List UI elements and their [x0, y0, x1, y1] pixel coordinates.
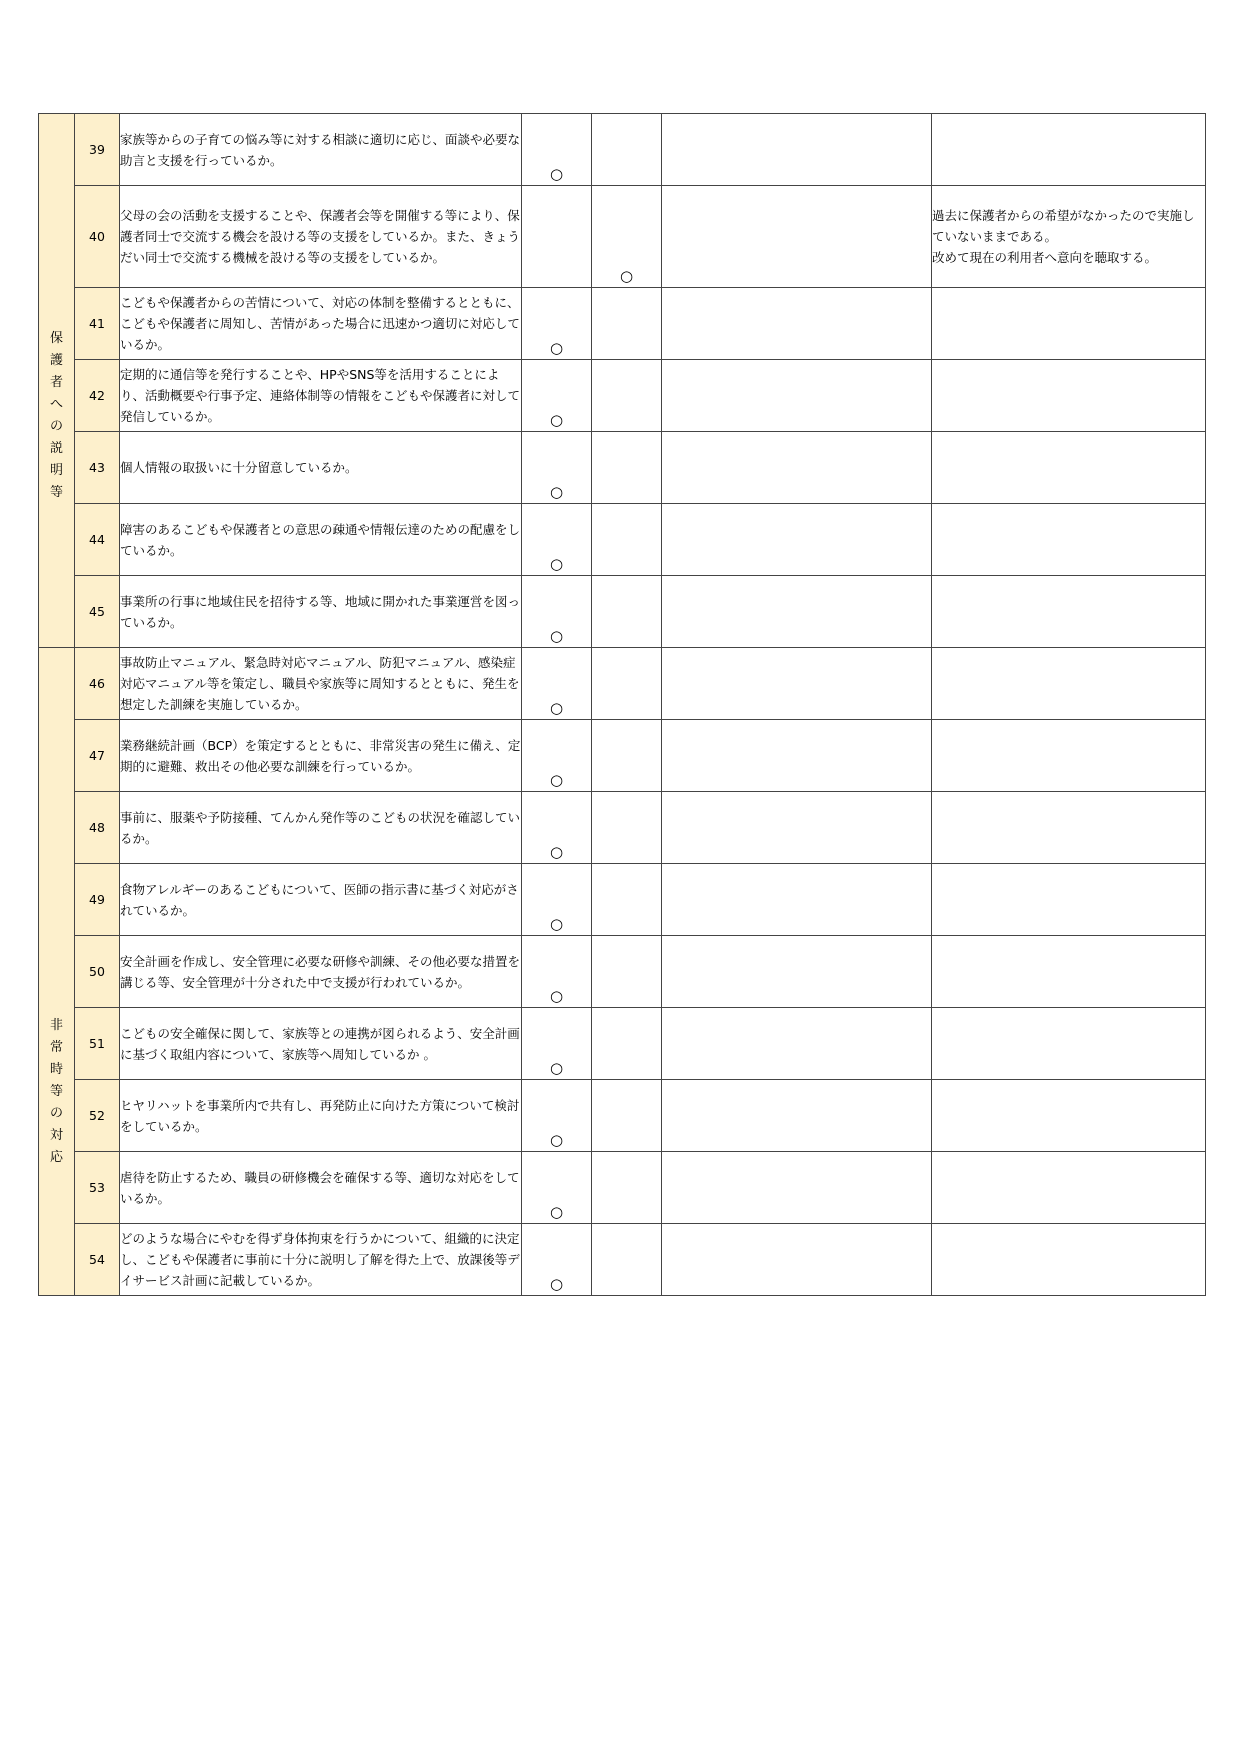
yes-mark — [522, 720, 592, 792]
yes-mark — [522, 504, 592, 576]
circle-mark: ○ — [549, 771, 564, 789]
table-row — [39, 360, 1206, 432]
item-number: 45 — [75, 576, 120, 648]
improvement-note — [662, 186, 932, 288]
item-number: 53 — [75, 1152, 120, 1224]
item-number: 46 — [75, 648, 120, 720]
improvement-note — [662, 360, 932, 432]
no-mark — [592, 792, 662, 864]
no-mark — [592, 720, 662, 792]
item-question: 定期的に通信等を発行することや、HPやSNS等を活用することにより、活動概要や行事予定、連絡体制等の情報をこどもや保護者に対して発信しているか。 — [120, 360, 522, 432]
table-row — [39, 114, 1206, 186]
table-row — [39, 1008, 1206, 1080]
item-number: 51 — [75, 1008, 120, 1080]
item-question: ヒヤリハットを事業所内で共有し、再発防止に向けた方策について検討をしているか。 — [120, 1080, 522, 1152]
item-number: 41 — [75, 288, 120, 360]
item-number: 40 — [75, 186, 120, 288]
table-row — [39, 504, 1206, 576]
improvement-note — [662, 792, 932, 864]
remarks-note — [932, 1008, 1206, 1080]
item-question: こどもや保護者からの苦情について、対応の体制を整備するとともに、こどもや保護者に周知し、苦情があった場合に迅速かつ適切に対応しているか。 — [120, 288, 522, 360]
item-question: 父母の会の活動を支援することや、保護者会等を開催する等により、保護者同士で交流する機会を設ける等の支援をしているか。また、きょうだい同士で交流する機械を設ける等の支援をしているか。 — [120, 186, 522, 288]
remarks-note — [932, 360, 1206, 432]
improvement-note — [662, 864, 932, 936]
remarks-note — [932, 1152, 1206, 1224]
yes-mark — [522, 576, 592, 648]
yes-mark — [522, 1224, 592, 1296]
circle-mark: ○ — [549, 555, 564, 573]
yes-mark — [522, 864, 592, 936]
improvement-note — [662, 1080, 932, 1152]
table-row — [39, 648, 1206, 720]
item-number: 48 — [75, 792, 120, 864]
circle-mark: ○ — [549, 483, 564, 501]
yes-mark — [522, 186, 592, 288]
no-mark — [592, 648, 662, 720]
item-number: 52 — [75, 1080, 120, 1152]
circle-mark: ○ — [549, 1131, 564, 1149]
item-number: 50 — [75, 936, 120, 1008]
item-question: 事前に、服薬や予防接種、てんかん発作等のこどもの状況を確認しているか。 — [120, 792, 522, 864]
yes-mark — [522, 1080, 592, 1152]
remarks-note — [932, 792, 1206, 864]
remarks-note — [932, 1224, 1206, 1296]
no-mark — [592, 936, 662, 1008]
table-row — [39, 720, 1206, 792]
yes-mark — [522, 792, 592, 864]
improvement-note — [662, 432, 932, 504]
remarks-note — [932, 504, 1206, 576]
improvement-note — [662, 576, 932, 648]
no-mark — [592, 576, 662, 648]
improvement-note — [662, 936, 932, 1008]
table-row — [39, 432, 1206, 504]
table-row — [39, 864, 1206, 936]
table-row — [39, 1080, 1206, 1152]
improvement-note — [662, 1224, 932, 1296]
improvement-note — [662, 720, 932, 792]
table-row — [39, 936, 1206, 1008]
item-question: 虐待を防止するため、職員の研修機会を確保する等、適切な対応をしているか。 — [120, 1152, 522, 1224]
item-question: 事業所の行事に地域住民を招待する等、地域に開かれた事業運営を図っているか。 — [120, 576, 522, 648]
no-mark — [592, 186, 662, 288]
yes-mark — [522, 432, 592, 504]
circle-mark: ○ — [549, 699, 564, 717]
no-mark — [592, 114, 662, 186]
checklist-table — [38, 113, 1206, 1296]
improvement-note — [662, 648, 932, 720]
item-question: 業務継続計画（BCP）を策定するとともに、非常災害の発生に備え、定期的に避難、救出その他必要な訓練を行っているか。 — [120, 720, 522, 792]
yes-mark — [522, 936, 592, 1008]
item-question: 家族等からの子育ての悩み等に対する相談に適切に応じ、面談や必要な助言と支援を行っているか。 — [120, 114, 522, 186]
no-mark — [592, 1224, 662, 1296]
item-question: 安全計画を作成し、安全管理に必要な研修や訓練、その他必要な措置を講じる等、安全管理が十分された中で支援が行われているか。 — [120, 936, 522, 1008]
yes-mark — [522, 114, 592, 186]
no-mark — [592, 288, 662, 360]
remarks-note: 過去に保護者からの希望がなかったので実施していないままである。 改めて現在の利用者へ意向を聴取する。 — [932, 186, 1206, 288]
no-mark — [592, 1008, 662, 1080]
no-mark — [592, 864, 662, 936]
remarks-note — [932, 432, 1206, 504]
circle-mark: ○ — [549, 1203, 564, 1221]
improvement-note — [662, 288, 932, 360]
item-question: 事故防止マニュアル、緊急時対応マニュアル、防犯マニュアル、感染症対応マニュアル等を策定し、職員や家族等に周知するとともに、発生を想定した訓練を実施しているか。 — [120, 648, 522, 720]
remarks-note — [932, 864, 1206, 936]
category-explanation — [39, 114, 75, 648]
item-question: こどもの安全確保に関して、家族等との連携が図られるよう、安全計画に基づく取組内容について、家族等へ周知しているか 。 — [120, 1008, 522, 1080]
item-question: 障害のあるこどもや保護者との意思の疎通や情報伝達のための配慮をしているか。 — [120, 504, 522, 576]
table-row — [39, 792, 1206, 864]
yes-mark — [522, 1152, 592, 1224]
item-number: 43 — [75, 432, 120, 504]
item-number: 44 — [75, 504, 120, 576]
no-mark — [592, 504, 662, 576]
circle-mark: ○ — [549, 411, 564, 429]
circle-mark: ○ — [549, 627, 564, 645]
no-mark — [592, 1152, 662, 1224]
circle-mark: ○ — [549, 843, 564, 861]
improvement-note — [662, 114, 932, 186]
circle-mark: ○ — [549, 1059, 564, 1077]
yes-mark — [522, 648, 592, 720]
remarks-note — [932, 720, 1206, 792]
remarks-note — [932, 576, 1206, 648]
circle-mark: ○ — [549, 339, 564, 357]
remarks-note — [932, 936, 1206, 1008]
circle-mark: ○ — [549, 165, 564, 183]
circle-mark: ○ — [549, 1275, 564, 1293]
no-mark — [592, 432, 662, 504]
remarks-note — [932, 648, 1206, 720]
checklist-body — [39, 114, 1206, 1296]
table-row — [39, 1152, 1206, 1224]
item-question: 食物アレルギーのあるこどもについて、医師の指示書に基づく対応がされているか。 — [120, 864, 522, 936]
improvement-note — [662, 1008, 932, 1080]
item-number: 54 — [75, 1224, 120, 1296]
table-row — [39, 288, 1206, 360]
improvement-note — [662, 504, 932, 576]
remarks-note — [932, 114, 1206, 186]
circle-mark: ○ — [619, 267, 634, 285]
category-emergency — [39, 648, 75, 1296]
remarks-note — [932, 288, 1206, 360]
remarks-note — [932, 1080, 1206, 1152]
category-label: 非常時等の対応 — [49, 1017, 63, 1165]
item-question: どのような場合にやむを得ず身体拘束を行うかについて、組織的に決定し、こどもや保護者に事前に十分に説明し了解を得た上で、放課後等デイサービス計画に記載しているか。 — [120, 1224, 522, 1296]
circle-mark: ○ — [549, 915, 564, 933]
table-row — [39, 1224, 1206, 1296]
table-row — [39, 576, 1206, 648]
yes-mark — [522, 288, 592, 360]
table-row — [39, 186, 1206, 288]
item-number: 47 — [75, 720, 120, 792]
improvement-note — [662, 1152, 932, 1224]
circle-mark: ○ — [549, 987, 564, 1005]
yes-mark — [522, 1008, 592, 1080]
item-question: 個人情報の取扱いに十分留意しているか。 — [120, 432, 522, 504]
yes-mark — [522, 360, 592, 432]
no-mark — [592, 1080, 662, 1152]
category-label: 保護者への説明等 — [49, 330, 63, 500]
item-number: 49 — [75, 864, 120, 936]
no-mark — [592, 360, 662, 432]
item-number: 39 — [75, 114, 120, 186]
item-number: 42 — [75, 360, 120, 432]
